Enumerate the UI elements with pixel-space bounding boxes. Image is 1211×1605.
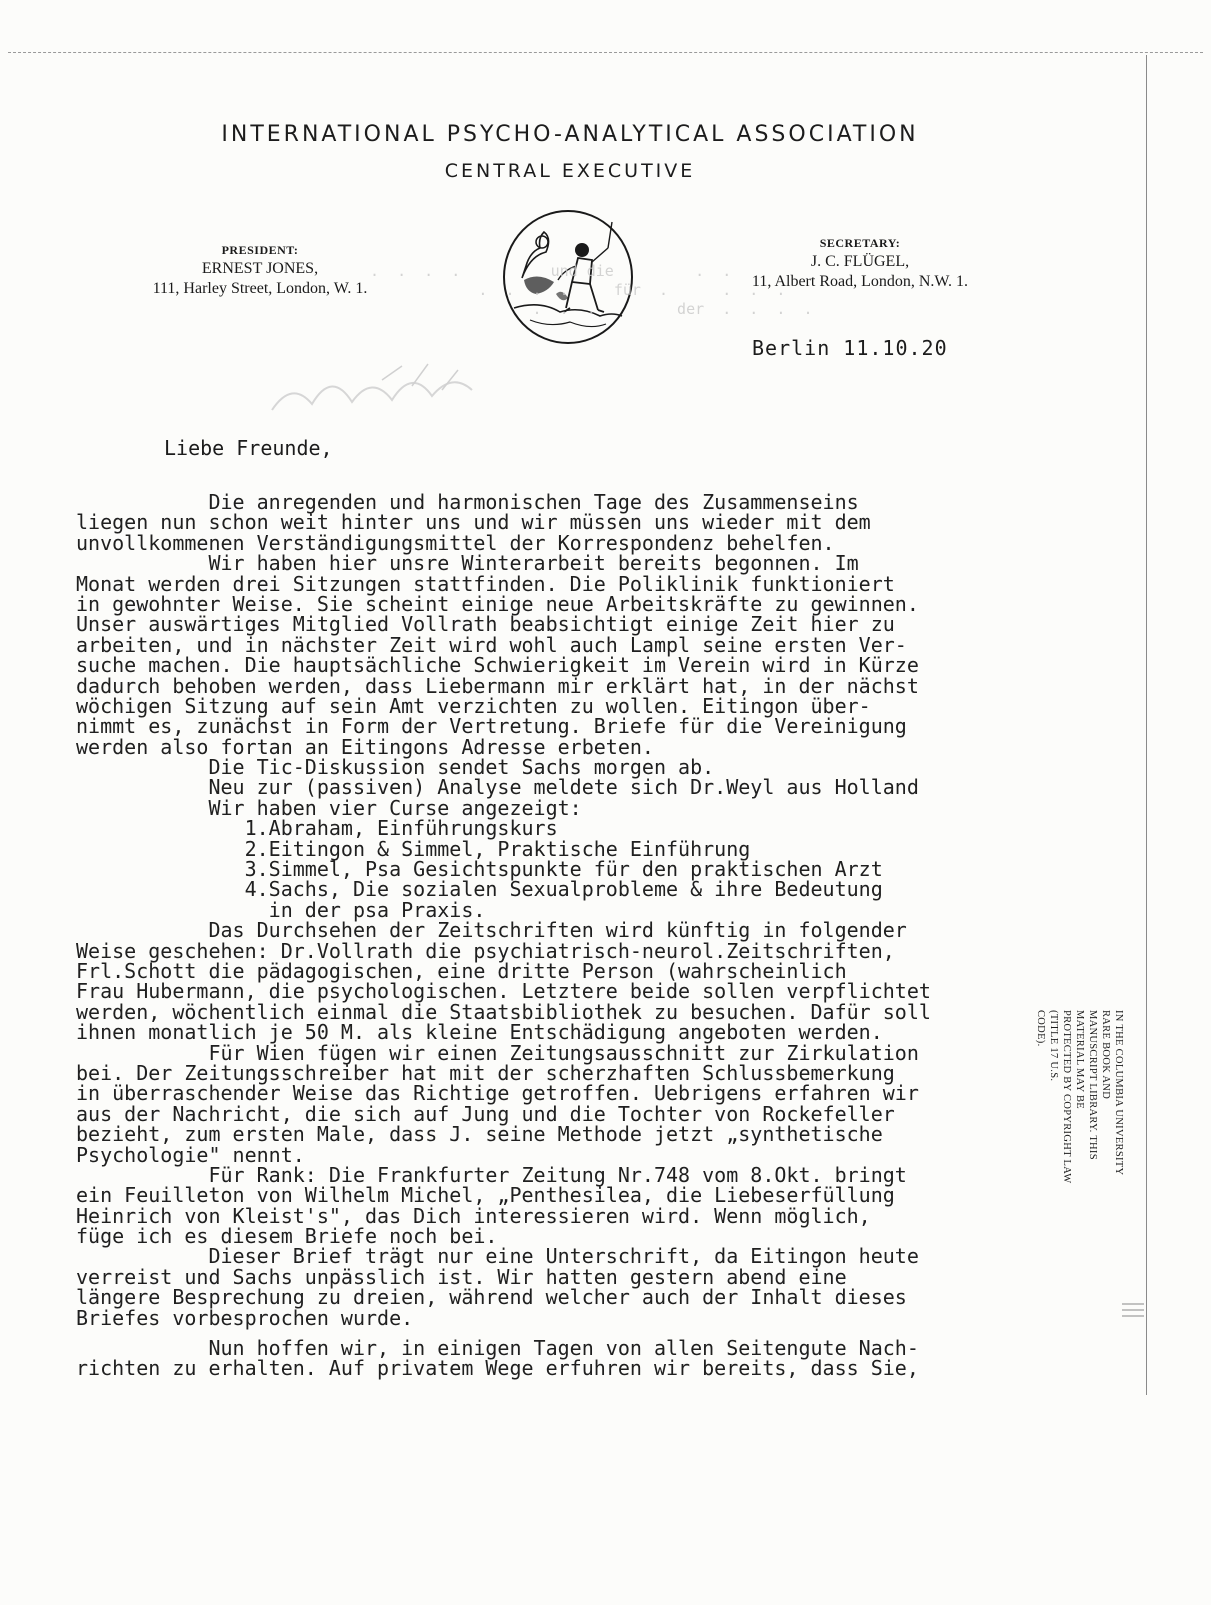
scan-edge-rule [8,52,1203,53]
letter-salutation: Liebe Freunde, [164,436,333,460]
letter-line: füge ich es diesem Briefe noch bei. [76,1224,498,1249]
letter-line: Unser auswärtiges Mitglied Vollrath beabsichtigt einige Zeit hier zu [76,612,895,637]
copyright-line: PROTECTED BY COPYRIGHT LAW (TITLE 17 U.S. [1048,1010,1072,1184]
copyright-line: CODE). [1035,1010,1046,1047]
letter-line: werden, wöchentlich einmal die Staatsbibliothek zu besuchen. Dafür soll [76,999,931,1024]
letter-line: nimmt es, zunächst in Form der Vertretung. Briefe für die Vereinigung [76,714,907,739]
letter-line: wöchigen Sitzung auf sein Amt verzichten zu wollen. Eitingon über- [76,693,871,718]
letter-line: Briefes vorbesprochen wurde. [76,1305,414,1330]
copyright-line: IN THE COLUMBIA UNIVERSITY RARE BOOK AND [1100,1010,1124,1176]
letter-line: 2.Eitingon & Simmel, Praktische Einführung [76,836,751,861]
letter-line: ihnen monatlich je 50 M. als kleine Entschädigung angeboten werden. [76,1020,883,1045]
letter-line: Für Rank: Die Frankfurter Zeitung Nr.748 vom 8.Okt. bringt [76,1162,907,1187]
copyright-line: MANUSCRIPT LIBRARY. THIS MATERIAL MAY BE [1074,1010,1098,1160]
letter-line: Nun hoffen wir, in einigen Tagen von allen Seitengute Nach- [76,1336,919,1361]
secretary-role: SECRETARY: [819,236,901,250]
president-role: PRESIDENT: [221,243,299,257]
letter-date: Berlin 11.10.20 [752,336,948,360]
scan-margin-rule [1146,55,1147,1395]
letter-line: bezieht, zum ersten Male, dass J. seine Methode jetzt „synthetische [76,1122,883,1147]
letter-body [76,492,1136,1379]
show-through-text: . . . . und die . . . . . . für . . . . . . . der . . . . [370,262,813,318]
president-name: ERNEST JONES, [201,260,319,277]
letter-line: werden also fortan an Eitingons Adresse erbeten. [76,734,654,759]
letter-line: Wir haben vier Curse angezeigt: [76,795,582,820]
president-block [110,243,410,298]
letter-line: 4.Sachs, Die sozialen Sexualprobleme & ihre Bedeutung [76,877,883,902]
letter-line: Die anregenden und harmonischen Tage des Zusammenseins [76,490,859,514]
letter-line: unvollkommenen Verständigungsmittel der Korrespondenz behelfen. [76,530,835,555]
president-address: 111, Harley Street, London, W. 1. [152,280,368,297]
letter-line: richten zu erhalten. Auf privatem Wege erfuhren wir bereits, dass Sie, [76,1356,919,1381]
letter-line: Für Wien fügen wir einen Zeitungsausschnitt zur Zirkulation [76,1040,919,1065]
letter-line: längere Besprechung zu dreien, während welcher auch der Inhalt dieses [76,1285,907,1310]
letterhead-title: INTERNATIONAL PSYCHO-ANALYTICAL ASSOCIATION [221,122,919,147]
secretary-address: 11, Albert Road, London, N.W. 1. [751,273,969,290]
faded-stamp-mark [262,360,522,420]
library-copyright-stamp [1013,1010,1125,1200]
letter-line: Neu zur (passiven) Analyse meldete sich Dr.Weyl aus Holland [76,775,919,800]
letter-line: Wir haben hier unsre Winterarbeit bereits begonnen. Im [76,551,859,576]
letter-line: aus der Nachricht, die sich auf Jung und die Tochter von Rockefeller [76,1101,895,1126]
letter-line: 1.Abraham, Einführungskurs [76,816,558,841]
letter-line: in überraschender Weise das Richtige getroffen. Uebrigens erfahren wir [76,1081,919,1106]
secretary-name: J. C. FLÜGEL, [810,253,910,270]
paper-clip-mark [1118,1300,1148,1330]
letter-line: Heinrich von Kleist's", das Dich interessieren wird. Wenn möglich, [76,1203,871,1228]
letter-line: Weise geschehen: Dr.Vollrath die psychiatrisch-neurol.Zeitschriften, [76,938,895,963]
letter-line: liegen nun schon weit hinter uns und wir müssen uns wieder mit dem [76,510,871,535]
letter-line: Dieser Brief trägt nur eine Unterschrift, da Eitingon heute [76,1244,919,1269]
letter-line: Psychologie" nennt. [76,1142,305,1167]
letter-line: bei. Der Zeitungsschreiber hat mit der scherzhaften Schlussbemerkung [76,1060,895,1085]
letter-line: 3.Simmel, Psa Gesichtspunkte für den praktischen Arzt [76,857,883,882]
letter-line: Das Durchsehen der Zeitschriften wird künftig in folgender [76,918,907,943]
letter-line: Monat werden drei Sitzungen stattfinden. Die Poliklinik funktioniert [76,571,895,596]
letter-line: in der psa Praxis. [76,897,486,922]
letter-line: Frau Hubermann, die psychologischen. Letztere beide sollen verpflichtet [76,979,931,1004]
letter-line: ein Feuilleton von Wilhelm Michel, „Penthesilea, die Liebeserfüllung [76,1183,895,1208]
letter-line: dadurch behoben werden, dass Liebermann mir erklärt hat, in der nächst [76,673,919,698]
letterhead-subtitle: CENTRAL EXECUTIVE [444,160,696,182]
letter-line: Frl.Schott die pädagogischen, eine dritte Person (wahrscheinlich [76,958,847,983]
letter-line: arbeiten, und in nächster Zeit wird wohl auch Lampl seine ersten Ver- [76,632,907,657]
letter-line: suche machen. Die hauptsächliche Schwierigkeit im Verein wird in Kürze [76,653,919,678]
letter-line: in gewohnter Weise. Sie scheint einige neue Arbeitskräfte zu gewinnen. [76,591,919,616]
letter-line: Die Tic-Diskussion sendet Sachs morgen ab. [76,755,715,780]
letter-line: verreist und Sachs unpässlich ist. Wir hatten gestern abend eine [76,1264,847,1289]
